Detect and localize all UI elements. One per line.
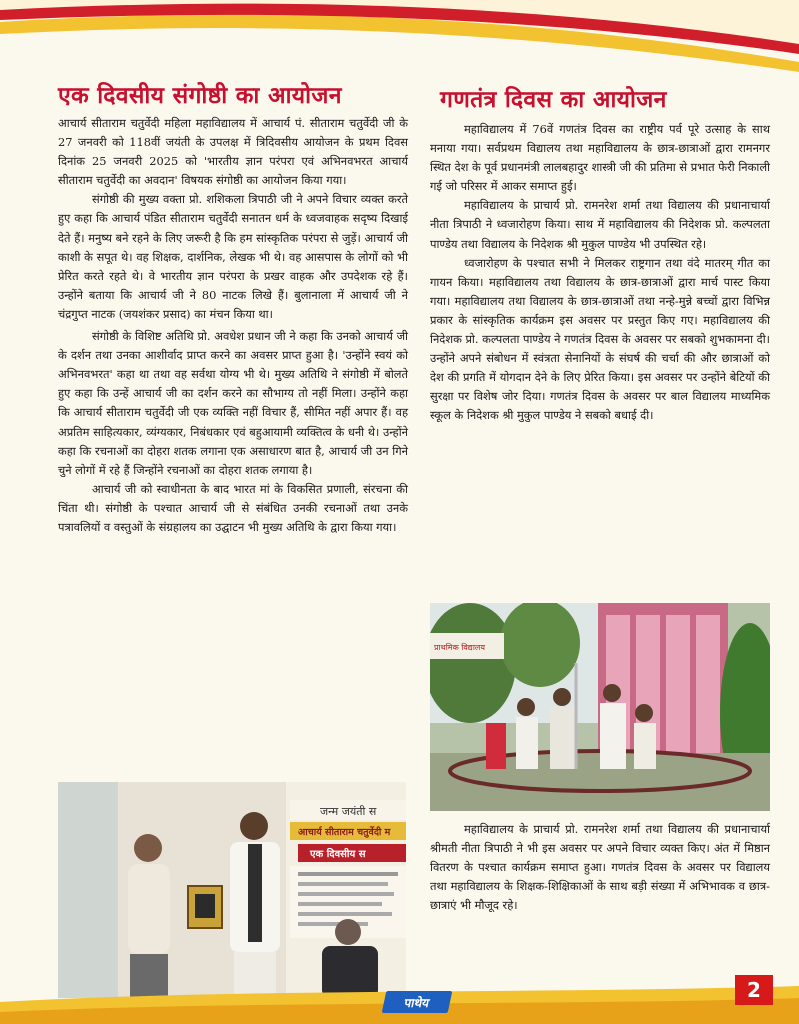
seminar-photo bbox=[58, 782, 406, 998]
left-paragraph: संगोष्ठी के विशिष्ट अतिथि प्रो. अवधेश प्रधान जी ने कहा कि उनको आचार्य जी के दर्शन तथा उनका आशीर्वाद प्राप्त करने का अवसर प्राप्त हुआ है। 'उन्होंने स्वयं को अभिनवभरत' कहा था तथा वह सर्वथा योग्य भी थे। मुख्य अतिथि ने संगोष्ठी में बोलते हुए कहा कि उन्हें आचार्य जी का दर्शन करने का सौभाग्य तो नहीं मिला। उन्होंने कहा कि आचार्य सीताराम चतुर्वेदी जी एक व्यक्ति नहीं विचार हैं, सीमित नहीं अपार हैं। वह अप्रतिम साहित्यकार, व्यंग्यकार, निबंधकार एवं बहुआयामी व्यक्तित्व के धनी थे। उन्होंने कहा कि रचनाओं का दोहरा शतक लगाना एक असाधारण बात है, आचार्य जी उन गिने चुने लोगों में रहे हैं जिन्होंने रचनाओं का दोहरा शतक लगाया है। bbox=[58, 329, 408, 477]
left-paragraph: आचार्य जी को स्वाधीनता के बाद भारत मां के विकसित प्रणाली, संरचना की चिंता थी। संगोष्ठी के पश्चात आचार्य जी से संबंधित उनकी रचनाओं तथा उनके पत्रावलियों व वस्तुओं के संग्रहालय का उद्घाटन भी मुख्य अतिथि के द्वारा किया गया। bbox=[58, 481, 408, 534]
magazine-name-tag: पाथेय bbox=[382, 991, 453, 1013]
republic-day-photo bbox=[430, 603, 770, 811]
school-sign: प्राथमिक विद्यालय bbox=[434, 643, 485, 652]
right-paragraph: ध्वजारोहण के पश्चात सभी ने मिलकर राष्ट्रगान तथा वंदे मातरम् गीत का गायन किया। महाविद्यालय तथा विद्यालय के छात्र-छात्राओं द्वारा मार्च पास्ट किया गया। महाविद्यालय तथा विद्यालय के छात्र-छात्राओं तथा नन्हे-मुन्ने बच्चों द्वारा विभिन्न प्रकार के सांस्कृतिक कार्यक्रम इस अवसर पर प्रस्तुत किए गए। महाविद्यालय की निदेशक प्रो. कल्पलता पाण्डेय ने गणतंत्र दिवस के अवसर पर सबको शुभकामना दी। उन्होंने अपने संबोधन में स्वंत्रता सेनानियों के संघर्ष की चर्चा की और छात्राओं को देश की प्रगति में योगदान देने के लिए प्रेरित किया। इस अवसर पर उन्होंने बेटियों की सुरक्षा पर विशेष जोर दिया। गणतंत्र दिवस के अवसर पर बाल विद्यालय माध्यमिक स्कूल के निदेशक श्री मुकुल पाण्डेय ने सबको बधाई दी। bbox=[430, 255, 770, 423]
banner-line: एक दिवसीय स bbox=[310, 849, 366, 860]
right-paragraph: महाविद्यालय में 76वें गणतंत्र दिवस का राष्ट्रीय पर्व पूरे उत्साह के साथ मनाया गया। सर्वप्रथम विद्यालय तथा महाविद्यालय के छात्र-छात्राओं द्वारा रामनगर स्थित देश के पूर्व प्रधानमंत्री लालबहादुर शास्त्री जी की प्रतिमा से प्रभात फेरी निकाली गई जो परिसर में आकर समाप्त हुई। bbox=[430, 122, 770, 194]
left-paragraph: संगोष्ठी की मुख्य वक्ता प्रो. शशिकला त्रिपाठी जी ने अपने विचार व्यक्त करते हुए कहा कि आचार्य पंडित सीताराम चतुर्वेदी सनातन धर्म के ध्वजवाहक सदृष्य दिखाई देते हैं। मनुष्य बने रहने के लिए जरूरी है कि हम सांस्कृतिक परंपरा से जुड़ें। आचार्य जी काशी के सपूत थे। वह शिक्षक, दार्शनिक, लेखक भी थे। वह आसपास के लोगों को भी प्रेरित करते रहते थे। वे भारतीय ज्ञान परंपरा के प्रखर वाहक और उपदेशक रहे हैं। उन्होंने बताया कि आचार्य जी ने 80 नाटक लिखे हैं। बुलानाला में आचार्य जी ने चंद्रगुप्त नाटक (जयशंकर प्रसाद) का मंचन किया था। bbox=[58, 192, 408, 321]
flag-hoisting-illustration bbox=[430, 603, 770, 811]
banner-line: आचार्य सीताराम चतुर्वेदी म bbox=[298, 827, 391, 838]
right-article bbox=[430, 120, 770, 426]
left-paragraph: आचार्य सीताराम चतुर्वेदी महिला महाविद्यालय में आचार्य पं. सीताराम चतुर्वेदी जी के 27 जनवरी को 118वीं जयंती के उपलक्ष में त्रिदिवसीय आयोजन के प्रथम दिवस दिनांक 25 जनवरी 2025 को 'भारतीय ज्ञान परंपरा एवं अभिनवभरत आचार्य सीताराम चतुर्वेदी का अवदान' विषयक संगोष्ठी का आयोजन किया गया। bbox=[58, 116, 408, 188]
banner-line: जन्म जयंती स bbox=[320, 805, 377, 818]
right-heading: गणतंत्र दिवस का आयोजन bbox=[440, 87, 667, 113]
right-closing-article bbox=[430, 820, 770, 915]
left-heading: एक दिवसीय संगोष्ठी का आयोजन bbox=[58, 83, 342, 109]
right-paragraph: महाविद्यालय के प्राचार्य प्रो. रामनरेश शर्मा तथा विद्यालय की प्रधानाचार्या नीता त्रिपाठी ने ध्वजारोहण किया। साथ में महाविद्यालय की निदेशक प्रो. कल्पलता पाण्डेय तथा विद्यालय के निदेशक श्री मुकुल पाण्डेय भी उपस्थित रहे। bbox=[430, 198, 770, 251]
page-number: 2 bbox=[735, 975, 773, 1005]
seminar-photo-illustration bbox=[58, 782, 406, 998]
left-article bbox=[58, 114, 408, 537]
right-closing-paragraph: महाविद्यालय के प्राचार्य प्रो. रामनरेश शर्मा तथा विद्यालय की प्रधानाचार्या श्रीमती नीता त्रिपाठी ने भी इस अवसर पर अपने विचार व्यक्त किए। अंत में मिष्ठान वितरण के पश्चात कार्यक्रम समाप्त हुआ। गणतंत्र दिवस के अवसर पर विद्यालय तथा महाविद्यालय के शिक्षक-शिक्षिकाओं के साथ बड़ी संख्या में अभिभावक व छात्र-छात्राएं भी मौजूद रहे। bbox=[430, 822, 770, 913]
